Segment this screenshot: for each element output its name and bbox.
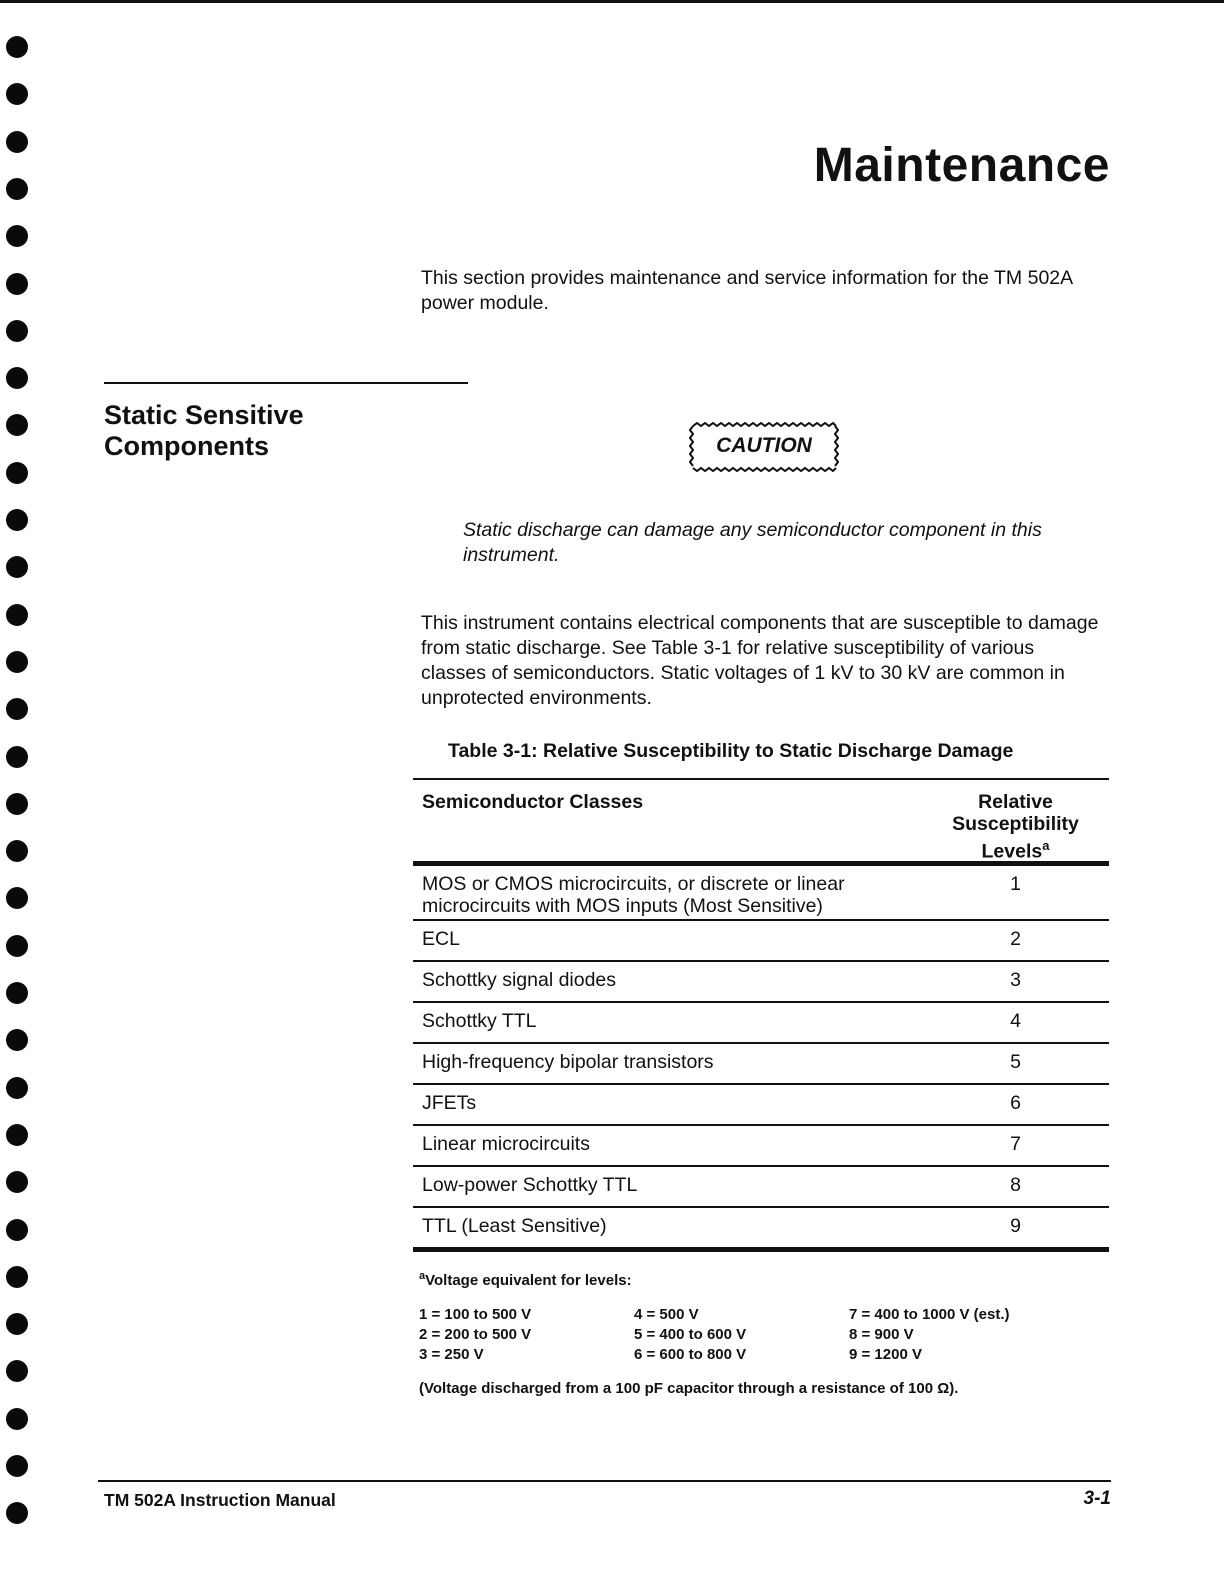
caution-label: CAUTION [716, 434, 812, 457]
table-row [413, 1208, 1109, 1247]
binder-hole [6, 840, 28, 862]
page-number: 3-1 [1083, 1488, 1111, 1509]
binder-hole [6, 793, 28, 815]
header-line2: Susceptibility [952, 813, 1079, 835]
table-row [413, 1126, 1109, 1165]
section-heading-line1: Static Sensitive [104, 400, 304, 430]
cell-semiconductor-class: TTL (Least Sensitive) [422, 1215, 607, 1237]
header-levels: Levels [981, 840, 1043, 863]
header-line1: Relative [978, 791, 1053, 813]
footer-rule [98, 1480, 1111, 1482]
binder-hole [6, 131, 28, 153]
cell-susceptibility-level: 1 [1010, 873, 1021, 895]
binder-hole [6, 604, 28, 626]
cell-susceptibility-level: 3 [1010, 969, 1021, 991]
table-body [413, 866, 1109, 1252]
binder-hole [6, 1077, 28, 1099]
footnote-level-item: 5 = 400 to 600 V [634, 1326, 747, 1343]
binder-hole [6, 1313, 28, 1335]
binder-hole [6, 36, 28, 58]
binder-hole [6, 1029, 28, 1051]
cell-susceptibility-level: 6 [1010, 1092, 1021, 1114]
binder-hole [6, 414, 28, 436]
section-heading [104, 400, 434, 462]
binder-hole [6, 273, 28, 295]
cell-semiconductor-class: Schottky TTL [422, 1010, 537, 1032]
binder-hole [6, 698, 28, 720]
page-title: Maintenance [813, 139, 1110, 192]
cell-susceptibility-level: 8 [1010, 1174, 1021, 1196]
footnote-level-item: 4 = 500 V [634, 1306, 699, 1323]
footnote-levels [419, 1305, 1109, 1364]
binder-hole [6, 367, 28, 389]
header-line3 [922, 835, 1109, 863]
footnote-level-item: 7 = 400 to 1000 V (est.) [849, 1306, 1010, 1323]
table-row [413, 1085, 1109, 1124]
cell-semiconductor-class: Schottky signal diodes [422, 969, 617, 991]
footnote-level-item: 1 = 100 to 500 V [419, 1306, 532, 1323]
cell-semiconductor-class: Low-power Schottky TTL [422, 1174, 638, 1196]
binder-hole [6, 887, 28, 909]
binder-hole [6, 1455, 28, 1477]
footnote-note: (Voltage discharged from a 100 pF capacitor through a resistance of 100 Ω). [419, 1380, 959, 1397]
footnote-level-item: 3 = 250 V [419, 1346, 484, 1363]
binder-hole [6, 509, 28, 531]
binder-hole [6, 556, 28, 578]
header-relative-susceptibility [922, 780, 1109, 861]
footnote-title [419, 1270, 632, 1289]
table-row [413, 1167, 1109, 1206]
body-paragraph: This instrument contains electrical components that are susceptible to damage from static discharge. See Table 3-1 for relative susceptibility of various classes of semiconductors. Static voltages of 1 kV to 30 kV are common in unprotected environments. [421, 612, 1099, 709]
cell-semiconductor-class: High-frequency bipolar transistors [422, 1051, 714, 1073]
cell-semiconductor-class: JFETs [422, 1092, 477, 1114]
section-rule [104, 382, 468, 384]
cell-susceptibility-level: 9 [1010, 1215, 1021, 1237]
binder-holes [2, 36, 32, 1536]
footnote-level-item: 8 = 900 V [849, 1326, 914, 1343]
binder-hole [6, 651, 28, 673]
footnote-title-text: Voltage equivalent for levels: [425, 1272, 632, 1289]
binder-hole [6, 1171, 28, 1193]
binder-hole [6, 1360, 28, 1382]
binder-hole [6, 83, 28, 105]
binder-hole [6, 178, 28, 200]
cell-semiconductor-class: ECL [422, 928, 460, 950]
cell-semiconductor-class: MOS or CMOS microcircuits, or discrete or linear microcircuits with MOS inputs (Most Sensitive) [422, 873, 845, 917]
table-row [413, 866, 1109, 919]
susceptibility-table [413, 778, 1109, 1252]
footer-manual-title: TM 502A Instruction Manual [104, 1490, 336, 1510]
table-row [413, 1044, 1109, 1083]
table-header-row [413, 780, 1109, 861]
binder-hole [6, 1408, 28, 1430]
cell-susceptibility-level: 5 [1010, 1051, 1021, 1073]
cell-semiconductor-class: Linear microcircuits [422, 1133, 590, 1155]
footnote-level-item: 9 = 1200 V [849, 1346, 922, 1363]
binder-hole [6, 1266, 28, 1288]
caution-message: Static discharge can damage any semiconductor component in this instrument. [463, 519, 1042, 566]
section-heading-line2: Components [104, 431, 269, 461]
binder-hole [6, 320, 28, 342]
binder-hole [6, 462, 28, 484]
binder-hole [6, 1502, 28, 1524]
footnote-superscript: a [419, 1270, 426, 1282]
table-row [413, 921, 1109, 960]
header-superscript: a [1042, 838, 1050, 853]
intro-paragraph: This section provides maintenance and service information for the TM 502A power module. [421, 267, 1073, 314]
footnote-level-item: 2 = 200 to 500 V [419, 1326, 532, 1343]
caution-badge [689, 422, 839, 472]
header-semiconductor-classes: Semiconductor Classes [422, 791, 644, 813]
binder-hole [6, 746, 28, 768]
table-row [413, 1003, 1109, 1042]
table-row [413, 962, 1109, 1001]
table-row-rule [413, 1247, 1109, 1252]
binder-hole [6, 935, 28, 957]
cell-susceptibility-level: 2 [1010, 928, 1021, 950]
cell-susceptibility-level: 7 [1010, 1133, 1021, 1155]
table-caption: Table 3-1: Relative Susceptibility to Static Discharge Damage [448, 740, 1014, 762]
cell-susceptibility-level: 4 [1010, 1010, 1021, 1032]
binder-hole [6, 225, 28, 247]
binder-hole [6, 982, 28, 1004]
binder-hole [6, 1124, 28, 1146]
binder-hole [6, 1219, 28, 1241]
footnote-level-item: 6 = 600 to 800 V [634, 1346, 747, 1363]
top-border [0, 0, 1224, 3]
